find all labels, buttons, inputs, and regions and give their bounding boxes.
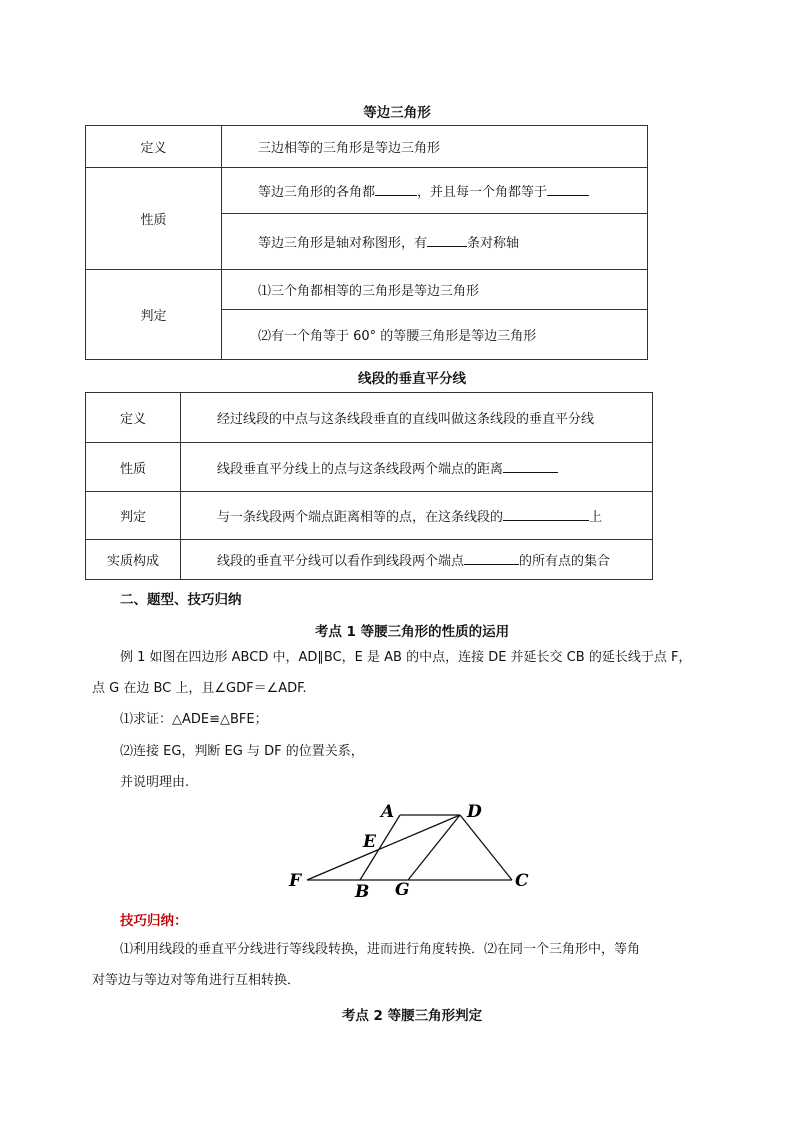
row-text-property-1: 等边三角形的各角都 ，并且每一个角都等于 xyxy=(222,168,648,214)
label-B: B xyxy=(355,882,370,902)
row2-label-criterion: 判定 xyxy=(86,492,181,540)
segment-DG xyxy=(408,815,460,880)
section-heading-2: 二、题型、技巧归纳 xyxy=(120,592,242,608)
section2-title: 线段的垂直平分线 xyxy=(358,371,466,387)
label-C: C xyxy=(515,871,529,891)
row2-text-definition: 经过线段的中点与这条线段垂直的直线叫做这条线段的垂直平分线 xyxy=(181,393,653,443)
equilateral-triangle-table xyxy=(85,125,648,360)
kaodian2-title: 考点 2 等腰三角形判定 xyxy=(341,1008,483,1024)
kaodian1-title: 考点 1 等腰三角形的性质的运用 xyxy=(314,624,510,640)
example1-line2: 点 G 在边 BC 上，且∠GDF＝∠ADF. xyxy=(92,681,307,696)
segment-FD xyxy=(307,815,460,880)
row2-text-essence: 线段的垂直平分线可以看作到线段两个端点 的所有点的集合 xyxy=(181,540,653,580)
label-D: D xyxy=(467,802,482,822)
row-label-criterion: 判定 xyxy=(86,270,222,360)
row2-label-definition: 定义 xyxy=(86,393,181,443)
tips-line2: 对等边与等边对等角进行互相转换． xyxy=(92,973,301,988)
row-text-criterion-2: ⑵有一个角等于 60° 的等腰三角形是等边三角形 xyxy=(222,310,648,360)
example1-q1: ⑴求证：△ADE≌△BFE； xyxy=(120,712,268,727)
tips-heading: 技巧归纳： xyxy=(120,913,188,929)
geometry-figure xyxy=(280,795,540,905)
row-text-definition: 三边相等的三角形是等边三角形 xyxy=(222,126,648,168)
label-F: F xyxy=(289,871,302,891)
tips-line1: ⑴利用线段的垂直平分线进行等线段转换，进而进行角度转换．⑵在同一个三角形中，等角 xyxy=(120,942,641,957)
row-label-definition: 定义 xyxy=(86,126,222,168)
perpendicular-bisector-table xyxy=(85,392,653,580)
label-A: A xyxy=(381,802,395,822)
example1-line1: 例 1 如图在四边形 ABCD 中，AD∥BC，E 是 AB 的中点，连接 DE 并延长交 CB 的延长线于点 F， xyxy=(120,650,692,665)
segment-DC xyxy=(460,815,512,880)
row2-text-criterion: 与一条线段两个端点距离相等的点，在这条线段的 上 xyxy=(181,492,653,540)
row-text-property-2: 等边三角形是轴对称图形，有 条对称轴 xyxy=(222,214,648,270)
row2-text-property: 线段垂直平分线上的点与这条线段两个端点的距离 xyxy=(181,443,653,492)
example1-q2: ⑵连接 EG，判断 EG 与 DF 的位置关系， xyxy=(120,744,364,759)
row2-label-essence: 实质构成 xyxy=(86,540,181,580)
label-G: G xyxy=(395,880,410,900)
row-label-property: 性质 xyxy=(86,168,222,270)
row-text-criterion-1: ⑴三个角都相等的三角形是等边三角形 xyxy=(222,270,648,310)
label-E: E xyxy=(363,832,376,852)
example1-q3: 并说明理由. xyxy=(120,775,190,790)
row2-label-property: 性质 xyxy=(86,443,181,492)
section1-title: 等边三角形 xyxy=(363,105,431,121)
